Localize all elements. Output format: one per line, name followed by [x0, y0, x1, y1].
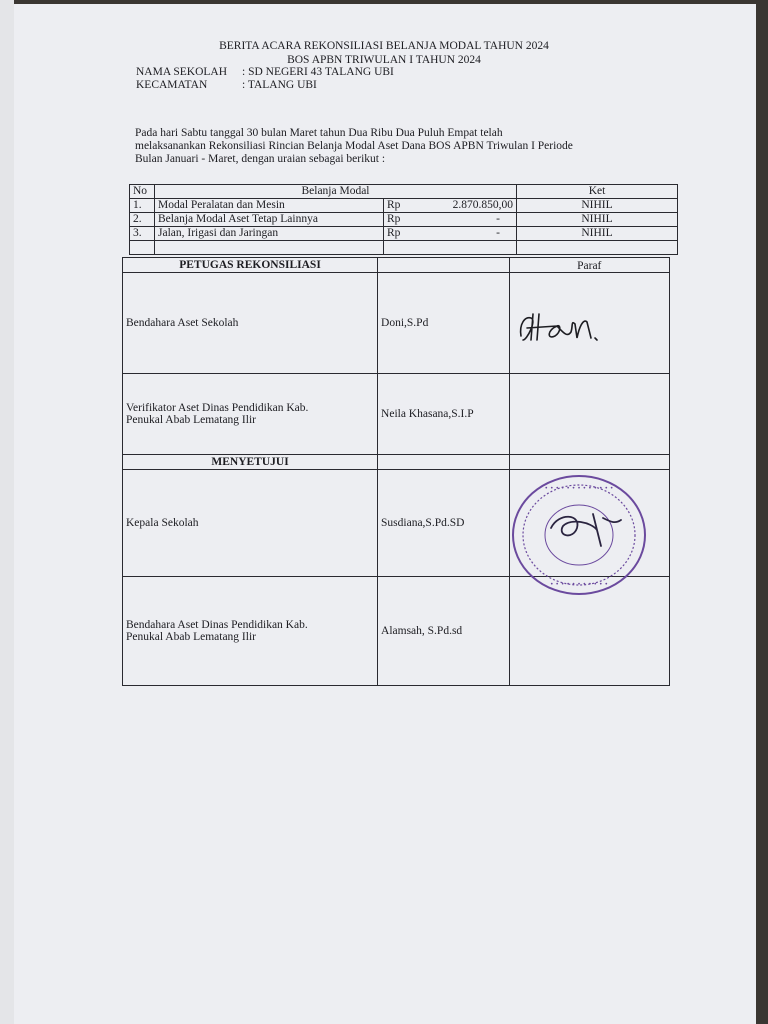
row-rp: Rp: [384, 199, 421, 213]
district-label: KECAMATAN: [136, 79, 208, 91]
intro-line3: Bulan Januari - Maret, dengan uraian sebagai berikut :: [135, 153, 386, 165]
school-label: NAMA SEKOLAH: [136, 66, 228, 78]
svg-text:• • • • • • • • • • •: • • • • • • • • • • •: [549, 581, 609, 588]
row-no: 1.: [130, 199, 155, 213]
officer-role-line2: Penukal Abab Lematang Ilir: [126, 631, 256, 643]
row-item: Modal Peralatan dan Mesin: [155, 199, 384, 213]
officer-role-line1: Bendahara Aset Dinas Pendidikan Kab.: [126, 619, 308, 631]
table-row: [130, 227, 678, 241]
officer-role: [123, 577, 378, 686]
doc-title-line1: BERITA ACARA REKONSILIASI BELANJA MODAL TAHUN 2024: [219, 40, 549, 52]
col-no-header: No: [130, 185, 155, 199]
table-row-empty: [130, 241, 678, 255]
intro-line2: melaksanankan Rekonsiliasi Rincian Belanja Modal Aset Dana BOS APBN Triwulan I Periode: [135, 140, 573, 152]
officer-name: Neila Khasana,S.I.P: [378, 374, 510, 455]
officer-name: Alamsah, S.Pd.sd: [378, 577, 510, 686]
section-menyetujui: MENYETUJUI: [123, 455, 378, 470]
row-rp: Rp: [384, 227, 421, 241]
row-item: Jalan, Irigasi dan Jaringan: [155, 227, 384, 241]
officer-role: Bendahara Aset Sekolah: [123, 273, 378, 374]
school-value: : SD NEGERI 43 TALANG UBI: [242, 66, 394, 78]
row-ket: NIHIL: [517, 227, 678, 241]
section-header-row: [123, 455, 670, 470]
officer-name: Susdiana,S.Pd.SD: [378, 470, 510, 577]
paraf-header: Paraf: [509, 258, 669, 273]
table-row: [130, 199, 678, 213]
paper-edge: [0, 0, 14, 1024]
table-header-row: [130, 185, 678, 199]
table-row: [130, 213, 678, 227]
officer-name: Doni,S.Pd: [378, 273, 510, 374]
col-belanja-header: Belanja Modal: [155, 185, 517, 199]
col-ket-header: Ket: [517, 185, 678, 199]
row-amount: -: [420, 213, 517, 227]
section-header-row: [123, 258, 670, 273]
row-ket: NIHIL: [517, 213, 678, 227]
svg-text:• • • • • • • • • • • • •: • • • • • • • • • • • • •: [544, 485, 614, 492]
officer-role-line2: Penukal Abab Lematang Ilir: [126, 414, 256, 426]
official-stamp-icon: [511, 474, 647, 596]
row-no: 3.: [130, 227, 155, 241]
signature-icon: [517, 310, 602, 346]
belanja-table: [129, 184, 678, 255]
row-rp: Rp: [384, 213, 421, 227]
officer-role: Kepala Sekolah: [123, 470, 378, 577]
intro-paragraph: [135, 127, 655, 166]
signature-cell: [509, 374, 669, 455]
intro-line1: Pada hari Sabtu tanggal 30 bulan Maret tahun Dua Ribu Dua Puluh Empat telah: [135, 127, 503, 139]
section-petugas: PETUGAS REKONSILIASI: [123, 258, 378, 273]
officer-role: [123, 374, 378, 455]
row-no: 2.: [130, 213, 155, 227]
row-ket: NIHIL: [517, 199, 678, 213]
row-amount: -: [420, 227, 517, 241]
district-value: : TALANG UBI: [242, 79, 317, 91]
row-item: Belanja Modal Aset Tetap Lainnya: [155, 213, 384, 227]
doc-title-line2: BOS APBN TRIWULAN I TAHUN 2024: [287, 54, 481, 66]
officer-role-line1: Verifikator Aset Dinas Pendidikan Kab.: [126, 402, 309, 414]
officer-row: [123, 374, 670, 455]
row-amount: 2.870.850,00: [420, 199, 517, 213]
